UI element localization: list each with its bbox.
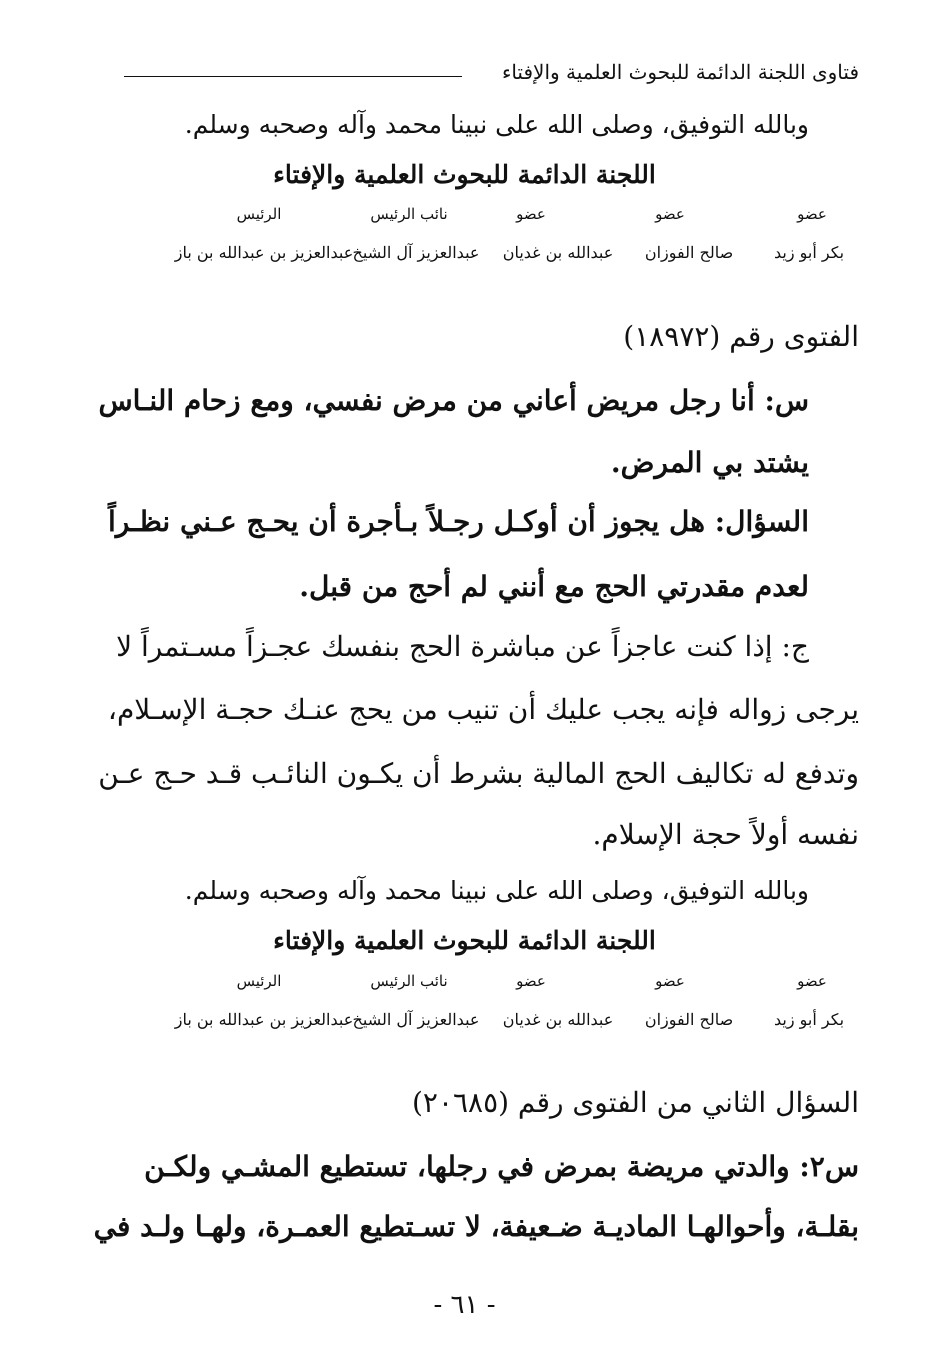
signature-name: عبدالعزيز بن عبدالله بن باز xyxy=(174,1010,354,1029)
signature-name: صالح الفوزان xyxy=(644,1010,734,1029)
signature-role: عضو xyxy=(516,972,546,990)
signature-roles-row xyxy=(159,972,849,994)
signature-name: بكر أبو زيد xyxy=(773,1010,845,1029)
signature-names-row xyxy=(159,243,849,265)
question-line: يشتد بي المرض. xyxy=(610,446,809,479)
question-line: س٢: والدتي مريضة بمرض في رجلها، تستطيع المشـي ولكـن xyxy=(144,1150,859,1183)
answer-line: ج: إذا كنت عاجزاً عن مباشرة الحج بنفسك عجـزاً مسـتمراً لا xyxy=(116,630,809,663)
closing-formula: وبالله التوفيق، وصلى الله على نبينا محمد وآله وصحبه وسلم. xyxy=(184,110,809,139)
signature-role: عضو xyxy=(516,205,546,223)
page-number: - ٦١ - xyxy=(433,1290,496,1320)
signature-name: عبدالعزيز آل الشيخ xyxy=(352,1010,480,1029)
signature-name: صالح الفوزان xyxy=(644,243,734,262)
signature-names-row xyxy=(159,1010,849,1032)
running-header-title: فتاوى اللجنة الدائمة للبحوث العلمية والإفتاء xyxy=(501,60,859,84)
answer-line: يرجى زواله فإنه يجب عليك أن تنيب من يحج عنـك حجـة الإسـلام، xyxy=(107,693,859,726)
signature-name: عبدالله بن غديان xyxy=(502,1010,614,1029)
question-line: بقلـة، وأحوالهـا الماديـة ضـعيفة، لا تسـتطيع العمـرة، ولهـا ولـد في xyxy=(93,1210,859,1243)
signature-role: عضو xyxy=(655,972,685,990)
signature-role: عضو xyxy=(797,205,827,223)
question-line: لعدم مقدرتي الحج مع أنني لم أحج من قبل. xyxy=(299,570,809,603)
signature-roles-row xyxy=(159,205,849,227)
signature-role: الرئيس xyxy=(236,972,282,990)
signature-role: نائب الرئيس xyxy=(370,205,448,223)
signature-name: عبدالله بن غديان xyxy=(502,243,614,262)
signature-role: عضو xyxy=(797,972,827,990)
signature-name: بكر أبو زيد xyxy=(773,243,845,262)
fatwa-title: الفتوى رقم (١٨٩٧٢) xyxy=(623,320,859,353)
signature-role: نائب الرئيس xyxy=(370,972,448,990)
signature-role: الرئيس xyxy=(236,205,282,223)
committee-name: اللجنة الدائمة للبحوث العلمية والإفتاء xyxy=(273,160,656,189)
header-rule xyxy=(124,76,462,77)
committee-name: اللجنة الدائمة للبحوث العلمية والإفتاء xyxy=(273,926,656,955)
signature-name: عبدالعزيز بن عبدالله بن باز xyxy=(174,243,354,262)
question-line: س: أنا رجل مريض أعاني من مرض نفسي، ومع زحام النـاس xyxy=(98,384,809,417)
answer-line: نفسه أولاً حجة الإسلام. xyxy=(592,818,859,851)
signature-role: عضو xyxy=(655,205,685,223)
answer-line: وتدفع له تكاليف الحج المالية بشرط أن يكـون النائـب قـد حـج عـن xyxy=(98,757,859,790)
fatwa-title: السؤال الثاني من الفتوى رقم (٢٠٦٨٥) xyxy=(411,1086,859,1119)
question-line: السؤال: هل يجوز أن أوكـل رجـلاً بـأجرة أن يحـج عـني نظـراً xyxy=(108,505,809,538)
signature-name: عبدالعزيز آل الشيخ xyxy=(352,243,480,262)
closing-formula: وبالله التوفيق، وصلى الله على نبينا محمد وآله وصحبه وسلم. xyxy=(184,876,809,905)
